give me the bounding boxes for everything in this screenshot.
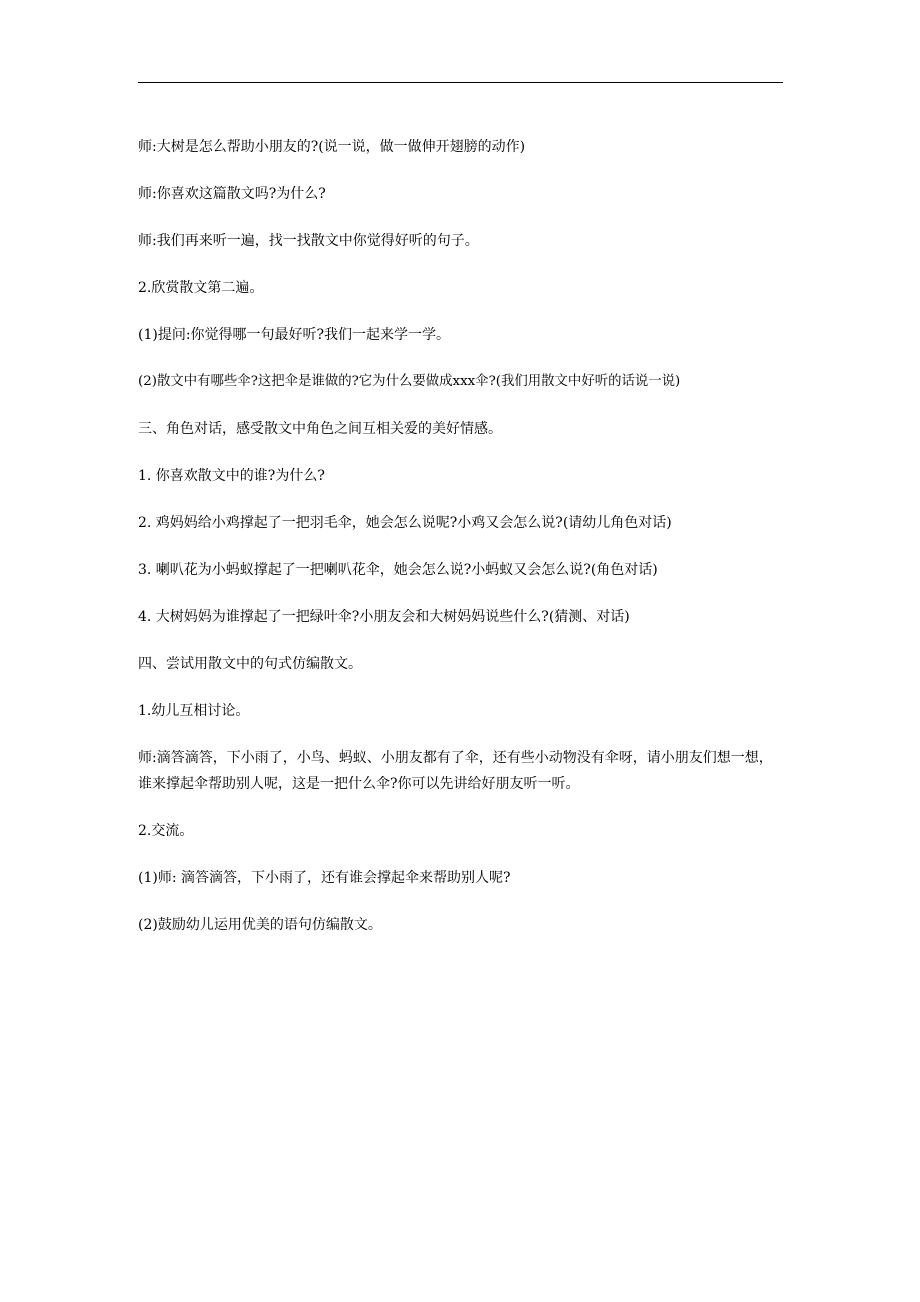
paragraph: 4. 大树妈妈为谁撑起了一把绿叶伞?小朋友会和大树妈妈说些什么?(猜测、对话) [138,609,630,625]
paragraph: 3. 喇叭花为小蚂蚁撑起了一把喇叭花伞，她会怎么说?小蚂蚁又会怎么说?(角色对话) [138,562,658,578]
paragraph: (2)鼓励幼儿运用优美的语句仿编散文。 [138,917,382,933]
paragraph: 师:你喜欢这篇散文吗?为什么? [138,186,326,202]
paragraph: (1)师: 滴答滴答，下小雨了，还有谁会撑起伞来帮助别人呢? [138,870,511,886]
paragraph: 2.交流。 [138,823,194,839]
section-heading: 四、尝试用散文中的句式仿编散文。 [138,656,362,672]
section-heading: 三、角色对话，感受散文中角色之间互相关爱的美好情感。 [138,421,502,437]
paragraph: (2)散文中有哪些伞?这把伞是谁做的?它为什么要做成xxx伞?(我们用散文中好听的话说一说) [138,374,681,389]
paragraph: 师:大树是怎么帮助小朋友的?(说一说，做一做伸开翅膀的动作) [138,139,526,155]
paragraph: 师:滴答滴答，下小雨了，小鸟、蚂蚁、小朋友都有了伞，还有些小动物没有伞呀，请小朋友们想一想，谁来撑起伞帮助别人呢，这是一把什么伞?你可以先讲给好朋友听一听。 [138,750,773,792]
paragraph: (1)提问:你觉得哪一句最好听?我们一起来学一学。 [138,327,451,343]
paragraph: 2. 鸡妈妈给小鸡撑起了一把羽毛伞，她会怎么说呢?小鸡又会怎么说?(请幼儿角色对话) [138,515,672,531]
header-rule [138,82,783,83]
document-body [138,134,788,938]
paragraph: 师:我们再来听一遍，找一找散文中你觉得好听的句子。 [138,233,479,249]
paragraph: 2.欣赏散文第二遍。 [138,280,264,296]
paragraph: 1. 你喜欢散文中的谁?为什么? [138,468,325,484]
paragraph: 1.幼儿互相讨论。 [138,703,250,719]
